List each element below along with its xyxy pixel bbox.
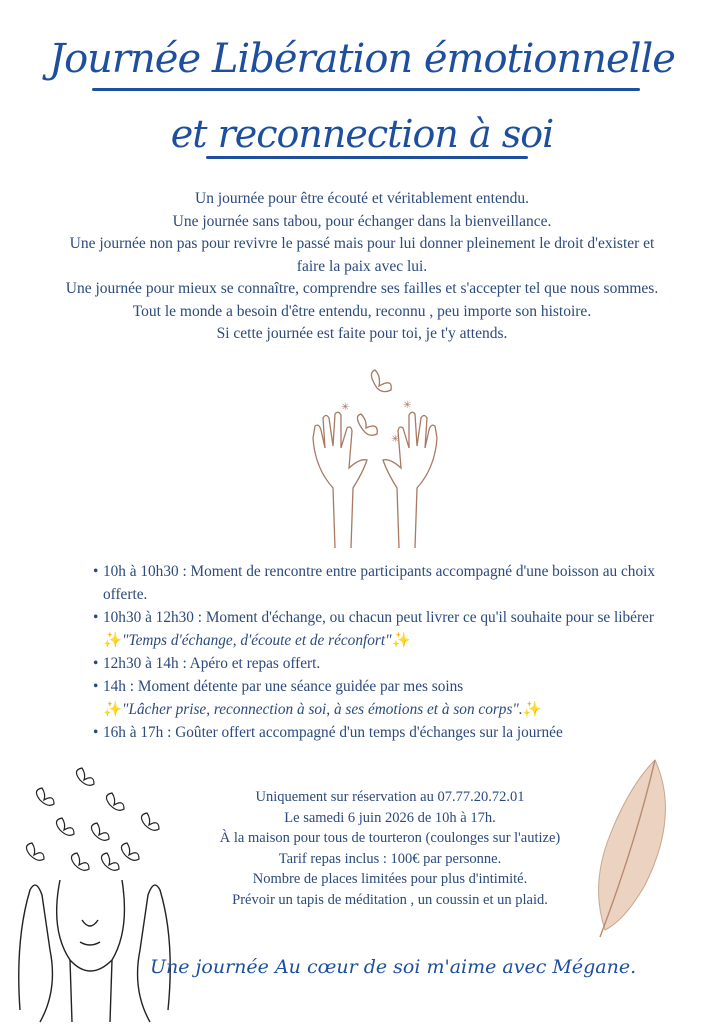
intro-line: Une journée pour mieux se connaître, comprendre ses failles et s'accepter tel que nous sommes. [65,280,659,297]
sparkle-icon: ✨ [391,632,411,649]
intro-line: Une journée sans tabou, pour échanger dans la bienveillance. [172,212,552,230]
svg-text:✳: ✳ [391,434,400,445]
info-price: Tarif repas inclus : 100€ par personne. [278,850,502,867]
schedule-time: 10h à 10h30 : [103,563,187,580]
title-line-1: Journée Libération émotionnelle [49,36,675,82]
info-reservation: Uniquement sur réservation au 07.77.20.72.01 [255,789,525,805]
schedule-time: 10h30 à 12h30 : [103,609,202,626]
schedule-text: Moment de rencontre entre participants accompagné d'une boisson au choix offerte. [103,563,656,603]
schedule-quote: "Temps d'échange, d'écoute et de réconfort" [122,632,392,649]
schedule-time: 16h à 17h : [103,724,172,741]
schedule-item: • 12h30 à 14h : Apéro et repas offert. [93,655,321,672]
schedule-text: Moment détente par une séance guidée par mes soins [134,678,464,695]
info-places: Nombre de places limitées pour plus d'intimité. [252,871,528,888]
intro-text [60,188,664,346]
svg-text:✳: ✳ [341,402,350,413]
info-date: Le samedi 6 juin 2026 de 10h à 17h. [284,809,496,826]
event-info [180,787,600,911]
hands-butterflies-illustration [305,368,445,553]
info-location: À la maison pour tous de tourteron (coulonges sur l'autize) [219,830,561,847]
schedule-item: • 10h à 10h30 : Moment de rencontre entre participants accompagné d'une boisson au choix offerte. [93,563,656,603]
schedule-item: • 14h : Moment détente par une séance guidée par mes soins ✨"Lâcher prise, reconnection à soi, à ses émotions et à son corps".✨ [93,678,542,718]
schedule-item: • 10h30 à 12h30 : Moment d'échange, ou chacun peut livrer ce qu'il souhaite pour se libérer ✨"Temps d'échange, d'écoute et de réconfort"✨ [93,609,654,649]
sparkle-icon: ✨ [522,701,542,718]
schedule-text: Goûter offert accompagné d'un temps d'échanges sur la journée [171,724,563,741]
intro-line: Si cette journée est faite pour toi, je t'y attends. [216,325,508,342]
schedule-time: 12h30 à 14h : [103,655,187,672]
sparkle-icon: ✨ [103,701,123,718]
info-bring: Prévoir un tapis de méditation , un coussin et un plaid. [232,891,548,908]
face-butterflies-illustration [0,760,190,1024]
title-line-2: et reconnection à soi [170,112,554,156]
svg-text:✳: ✳ [403,400,412,411]
schedule-quote: "Lâcher prise, reconnection à soi, à ses émotions et à son corps". [122,701,523,718]
schedule-text: Moment d'échange, ou chacun peut livrer ce qu'il souhaite pour se libérer [202,609,654,626]
title-underline-1 [92,88,640,91]
footer-tagline: Une journée Au cœur de soi m'aime avec Mégane. [150,956,637,978]
title-underline-2 [206,156,528,159]
schedule-text: Apéro et repas offert. [186,655,321,672]
sparkle-icon: ✨ [103,632,123,649]
schedule-list [93,560,663,744]
intro-line: Un journée pour être écouté et véritablement entendu. [195,190,529,207]
intro-line: Tout le monde a besoin d'être entendu, reconnu , peu importe son histoire. [132,302,592,320]
intro-line: Une journée non pas pour revivre le passé mais pour lui donner pleinement le droit d'exister et faire la paix avec lui. [69,235,655,275]
schedule-time: 14h : [103,678,135,695]
schedule-item: • 16h à 17h : Goûter offert accompagné d'un temps d'échanges sur la journée [93,724,563,741]
